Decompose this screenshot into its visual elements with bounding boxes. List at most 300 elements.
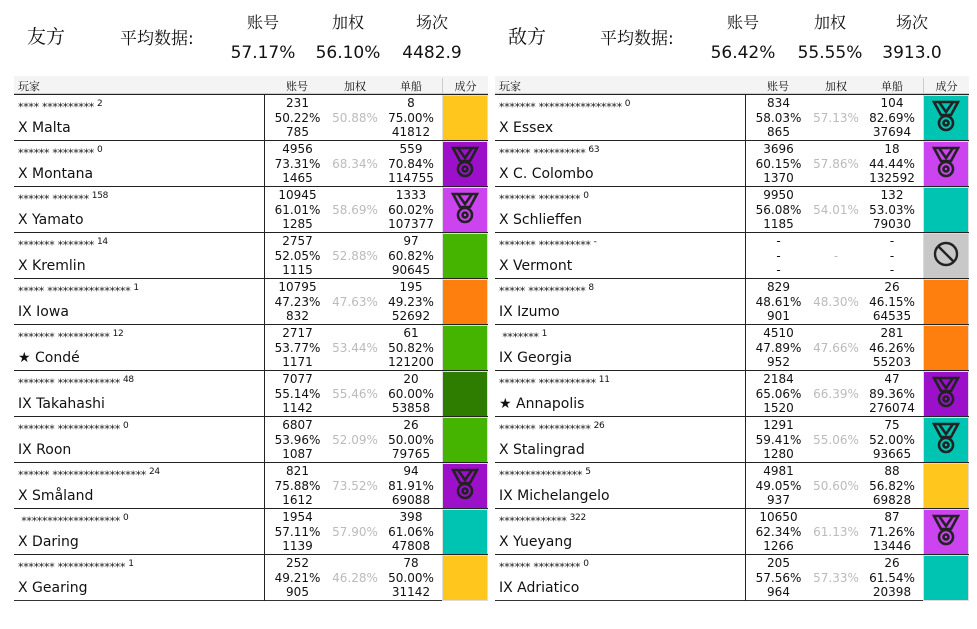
medal-icon xyxy=(931,145,961,183)
ship-avg-damage: 13446 xyxy=(872,539,912,553)
player-masked-name: ******* xyxy=(499,330,539,344)
ship-stats xyxy=(861,233,923,278)
player-masked-name: ****** ******** xyxy=(18,146,94,160)
ship-winrate: 82.69% xyxy=(869,110,915,125)
account-winrate: 56.08% xyxy=(755,202,802,217)
account-winrate: 75.88% xyxy=(274,478,321,493)
table-row[interactable] xyxy=(14,508,488,554)
weighted-winrate: 50.60% xyxy=(813,479,859,493)
stat-key: 加权 xyxy=(331,13,364,32)
friendly-title: 友方 xyxy=(27,26,66,48)
account-avg: 1370 xyxy=(763,171,794,185)
account-avg: 1266 xyxy=(763,539,794,553)
ship-battles: 281 xyxy=(880,326,904,340)
ship-name: X Småland xyxy=(18,488,94,504)
enemy-table xyxy=(495,76,969,601)
ship-avg-damage: 79030 xyxy=(872,217,912,231)
player-rank: 158 xyxy=(91,191,109,201)
player-name xyxy=(499,283,594,298)
ship-stats xyxy=(861,509,923,554)
composition-cell xyxy=(923,233,969,279)
account-battles: 10945 xyxy=(278,188,317,202)
player-rank: 0 xyxy=(583,191,589,201)
ship-stats xyxy=(861,279,923,324)
account-winrate: 52.05% xyxy=(274,248,321,263)
medal-icon xyxy=(450,467,480,505)
account-winrate: 65.06% xyxy=(755,386,802,401)
composition-cell xyxy=(923,187,969,233)
account-winrate: 57.11% xyxy=(274,524,321,539)
ship-name: X Daring xyxy=(18,534,79,550)
player-masked-name: ****** ****************** xyxy=(18,468,146,482)
composition-cell xyxy=(442,233,488,279)
ship-avg-damage: 69828 xyxy=(872,493,912,507)
medal-icon xyxy=(931,421,961,459)
ship-winrate: 61.06% xyxy=(388,524,434,539)
player-name xyxy=(18,191,108,206)
account-avg: 1115 xyxy=(282,263,313,277)
table-row[interactable] xyxy=(495,140,969,186)
account-stats xyxy=(745,187,811,233)
player-masked-name: **************** xyxy=(499,468,583,482)
player-masked-name: ******* **************** xyxy=(499,100,622,114)
ship-avg-damage: 20398 xyxy=(872,585,912,599)
ship-avg-damage: 41812 xyxy=(391,125,431,139)
ship-stats xyxy=(380,509,442,554)
table-row[interactable] xyxy=(14,370,488,416)
player-name xyxy=(18,467,160,482)
weighted-winrate: 66.39% xyxy=(813,387,859,401)
account-stats xyxy=(745,233,811,279)
account-avg: 1139 xyxy=(282,539,313,553)
player-masked-name: ******* ******** xyxy=(499,192,581,206)
player-name xyxy=(499,329,547,344)
player-rank: 2 xyxy=(97,99,103,109)
account-avg: 785 xyxy=(286,125,309,139)
account-winrate: 57.56% xyxy=(755,570,802,585)
composition-cell xyxy=(923,95,969,141)
ship-avg-damage: - xyxy=(889,263,895,277)
table-row[interactable] xyxy=(14,94,488,140)
table-row[interactable] xyxy=(14,462,488,508)
header-weighted[interactable]: 加权 xyxy=(344,80,366,93)
account-winrate: 49.05% xyxy=(755,478,802,493)
ship-name: IX Adriatico xyxy=(499,580,580,596)
ship-stats xyxy=(861,463,923,508)
player-rank: 0 xyxy=(123,421,129,431)
composition-cell xyxy=(442,141,488,187)
header-player[interactable]: 玩家 xyxy=(499,80,521,93)
account-winrate: 60.15% xyxy=(755,156,802,171)
composition-cell xyxy=(442,463,488,509)
ship-stats xyxy=(380,417,442,462)
account-battles: - xyxy=(776,234,781,248)
ship-name: X Gearing xyxy=(18,580,88,596)
ship-winrate: 75.00% xyxy=(388,110,434,125)
ship-name: X C. Colombo xyxy=(499,166,594,182)
table-row[interactable] xyxy=(14,140,488,186)
account-avg: 832 xyxy=(286,309,309,323)
player-rank: 0 xyxy=(97,145,103,155)
account-battles: 1954 xyxy=(282,510,313,524)
player-name xyxy=(499,467,591,482)
table-row[interactable] xyxy=(495,508,969,554)
stat-key: 加权 xyxy=(813,13,846,32)
account-battles: 4981 xyxy=(763,464,794,478)
player-name xyxy=(18,421,128,436)
player-name xyxy=(18,375,134,390)
ship-name: ★ Annapolis xyxy=(499,396,585,412)
ship-battles: 87 xyxy=(884,510,900,524)
account-stats xyxy=(264,555,330,601)
player-masked-name: ****** ********* xyxy=(499,560,581,574)
ship-name: IX Izumo xyxy=(499,304,560,320)
ship-stats xyxy=(861,187,923,232)
composition-cell xyxy=(923,141,969,187)
account-stats xyxy=(264,417,330,463)
ship-avg-damage: 276074 xyxy=(869,401,915,415)
player-name xyxy=(18,283,139,298)
medal-icon xyxy=(450,145,480,183)
ship-battles: 132 xyxy=(880,188,904,202)
ship-avg-damage: 121200 xyxy=(388,355,434,369)
header-account[interactable]: 账号 xyxy=(767,80,789,93)
ship-stats xyxy=(380,187,442,232)
ship-name: X Yueyang xyxy=(499,534,573,550)
account-avg: 865 xyxy=(767,125,790,139)
ship-stats xyxy=(861,95,923,140)
header-comp[interactable]: 成分 xyxy=(442,78,488,94)
composition-cell xyxy=(442,509,488,555)
account-avg: 937 xyxy=(767,493,790,507)
weighted-winrate: 57.13% xyxy=(813,111,859,125)
ship-avg-damage: 64535 xyxy=(872,309,912,323)
table-header xyxy=(14,76,488,94)
account-avg: 905 xyxy=(286,585,309,599)
player-rank: 0 xyxy=(624,99,631,109)
player-masked-name: ******* ********** xyxy=(499,238,591,252)
player-masked-name: ************* xyxy=(499,514,567,528)
ship-stats xyxy=(380,95,442,140)
table-row[interactable] xyxy=(495,370,969,416)
enemy-avg-label: 平均数据: xyxy=(600,29,674,49)
stat-key: 账号 xyxy=(726,13,759,32)
account-stats xyxy=(264,141,330,187)
ship-winrate: 71.26% xyxy=(869,524,915,539)
ship-battles: 104 xyxy=(880,96,904,110)
composition-cell xyxy=(442,417,488,463)
player-name xyxy=(18,99,102,114)
header-comp[interactable]: 成分 xyxy=(923,78,969,94)
ship-stats xyxy=(380,325,442,370)
ship-winrate: 53.03% xyxy=(869,202,915,217)
player-masked-name: ******* *********** xyxy=(499,376,596,390)
ship-battles: 97 xyxy=(403,234,419,248)
ship-stats xyxy=(861,325,923,370)
stat-value: 55.55% xyxy=(797,43,863,63)
player-masked-name: ****** ********** xyxy=(499,146,586,160)
player-rank: 1 xyxy=(128,559,134,569)
account-avg: 1087 xyxy=(282,447,313,461)
table-row[interactable] xyxy=(14,554,488,600)
stat-key: 场次 xyxy=(415,13,448,32)
ship-battles: 398 xyxy=(399,510,423,524)
player-name xyxy=(18,145,102,160)
ship-winrate: 50.82% xyxy=(388,340,434,355)
player-rank: 24 xyxy=(149,467,160,477)
ship-winrate: 56.82% xyxy=(869,478,915,493)
composition-cell xyxy=(442,325,488,371)
ship-battles: 94 xyxy=(403,464,419,478)
table-row[interactable] xyxy=(495,416,969,462)
account-stats xyxy=(264,371,330,417)
ship-winrate: 50.00% xyxy=(388,570,434,585)
table-row[interactable] xyxy=(14,416,488,462)
ship-name: X Montana xyxy=(18,166,94,182)
table-row[interactable] xyxy=(495,232,969,278)
account-avg: 1520 xyxy=(763,401,794,415)
ship-battles: 61 xyxy=(403,326,419,340)
weighted-winrate: 73.52% xyxy=(332,479,378,493)
player-masked-name: ***** **************** xyxy=(18,284,131,298)
ship-avg-damage: 53858 xyxy=(391,401,431,415)
ship-winrate: 46.26% xyxy=(869,340,915,355)
account-battles: 2717 xyxy=(282,326,313,340)
account-stats xyxy=(264,325,330,371)
ship-winrate: 81.91% xyxy=(388,478,434,493)
ship-battles: 195 xyxy=(399,280,423,294)
medal-icon xyxy=(931,513,961,551)
table-row[interactable] xyxy=(495,462,969,508)
header-ship[interactable]: 单船 xyxy=(400,80,422,93)
stat-key: 账号 xyxy=(246,13,279,32)
ship-avg-damage: 79765 xyxy=(391,447,431,461)
ship-battles: 1333 xyxy=(395,188,427,202)
account-winrate: 55.14% xyxy=(274,386,321,401)
account-stats xyxy=(745,417,811,463)
table-row[interactable] xyxy=(495,94,969,140)
account-winrate: 53.77% xyxy=(274,340,321,355)
weighted-winrate: 68.34% xyxy=(332,157,378,171)
ship-name: X Kremlin xyxy=(18,258,86,274)
header-ship[interactable]: 单船 xyxy=(881,80,903,93)
account-battles: 3696 xyxy=(763,142,794,156)
weighted-winrate: 61.13% xyxy=(813,525,859,539)
ship-avg-damage: 132592 xyxy=(869,171,915,185)
player-rank: 0 xyxy=(583,559,589,569)
account-stats xyxy=(745,325,811,371)
ship-battles: 78 xyxy=(403,556,419,570)
stat-value: 57.17% xyxy=(230,43,296,63)
account-battles: 4956 xyxy=(282,142,313,156)
weighted-winrate: 54.01% xyxy=(813,203,859,217)
table-row[interactable] xyxy=(14,232,488,278)
player-masked-name: ******************* xyxy=(18,514,120,528)
ship-stats xyxy=(380,463,442,508)
ship-battles: - xyxy=(889,234,895,248)
stat-value: 4482.9 xyxy=(402,43,462,63)
account-avg: 1612 xyxy=(282,493,313,507)
friendly-table xyxy=(14,76,488,601)
header-weighted[interactable]: 加权 xyxy=(825,80,847,93)
account-winrate: - xyxy=(776,248,781,263)
player-masked-name: ******* ********** xyxy=(18,330,110,344)
player-name xyxy=(499,559,589,574)
ship-stats xyxy=(380,141,442,186)
account-stats xyxy=(745,509,811,555)
ship-name: IX Georgia xyxy=(499,350,573,366)
ship-name: X Yamato xyxy=(18,212,84,228)
player-masked-name: ******* ************ xyxy=(18,376,120,390)
account-stats xyxy=(745,141,811,187)
ship-winrate: 46.15% xyxy=(869,294,915,309)
account-battles: 7077 xyxy=(282,372,313,386)
player-name xyxy=(499,145,599,160)
account-battles: 231 xyxy=(286,96,309,110)
header-account[interactable]: 账号 xyxy=(286,80,308,93)
composition-cell xyxy=(923,371,969,417)
account-winrate: 61.01% xyxy=(274,202,321,217)
ship-winrate: 60.82% xyxy=(388,248,434,263)
account-battles: 1291 xyxy=(763,418,794,432)
account-winrate: 49.21% xyxy=(274,570,321,585)
ship-stats xyxy=(861,141,923,186)
ship-stats xyxy=(380,371,442,416)
ship-stats xyxy=(380,233,442,278)
account-winrate: 59.41% xyxy=(755,432,802,447)
account-stats xyxy=(264,509,330,555)
player-rank: 0 xyxy=(123,513,129,523)
ship-name: X Schlieffen xyxy=(499,212,583,228)
table-row[interactable] xyxy=(14,324,488,370)
player-rank: 11 xyxy=(598,375,610,385)
stat-key: 场次 xyxy=(895,13,928,32)
friendly-avg-label: 平均数据: xyxy=(120,29,194,49)
ship-winrate: 52.00% xyxy=(869,432,915,447)
table-row[interactable] xyxy=(495,278,969,324)
ship-name: X Essex xyxy=(499,120,554,136)
account-avg: 901 xyxy=(767,309,790,323)
medal-icon xyxy=(450,191,480,229)
table-row[interactable] xyxy=(495,324,969,370)
composition-cell xyxy=(923,279,969,325)
ship-battles: 18 xyxy=(884,142,900,156)
ship-winrate: 50.00% xyxy=(388,432,434,447)
composition-cell xyxy=(923,325,969,371)
account-battles: 10795 xyxy=(278,280,317,294)
ship-name: IX Takahashi xyxy=(18,396,105,412)
table-row[interactable] xyxy=(495,186,969,232)
account-battles: 205 xyxy=(767,556,790,570)
account-battles: 2184 xyxy=(763,372,794,386)
table-row[interactable] xyxy=(14,186,488,232)
weighted-winrate: 46.28% xyxy=(332,571,378,585)
medal-icon xyxy=(931,99,961,137)
account-winrate: 47.89% xyxy=(755,340,802,355)
player-rank: 8 xyxy=(588,283,594,293)
composition-cell xyxy=(923,509,969,555)
ship-stats xyxy=(861,555,923,600)
account-stats xyxy=(264,95,330,141)
ship-avg-damage: 107377 xyxy=(388,217,434,231)
account-stats xyxy=(264,187,330,233)
stat-value: 56.10% xyxy=(315,43,381,63)
player-rank: 26 xyxy=(593,421,605,431)
player-name xyxy=(499,421,604,436)
ban-icon xyxy=(931,239,961,273)
ship-battles: 26 xyxy=(403,418,419,432)
composition-cell xyxy=(442,95,488,141)
account-avg: 964 xyxy=(767,585,790,599)
account-stats xyxy=(745,279,811,325)
table-row[interactable] xyxy=(495,554,969,600)
ship-avg-damage: 55203 xyxy=(872,355,912,369)
account-winrate: 47.23% xyxy=(274,294,321,309)
player-rank: 12 xyxy=(112,329,124,339)
ship-avg-damage: 90645 xyxy=(391,263,431,277)
player-name xyxy=(18,237,108,252)
ship-stats xyxy=(861,417,923,462)
ship-winrate: - xyxy=(889,248,895,263)
ship-avg-damage: 31142 xyxy=(391,585,431,599)
player-name xyxy=(499,237,597,252)
player-name xyxy=(18,513,128,528)
table-row[interactable] xyxy=(14,278,488,324)
account-winrate: 73.31% xyxy=(274,156,321,171)
header-player[interactable]: 玩家 xyxy=(18,80,40,93)
account-avg: 952 xyxy=(767,355,790,369)
account-battles: 252 xyxy=(286,556,309,570)
composition-cell xyxy=(442,187,488,233)
ship-name: IX Iowa xyxy=(18,304,69,320)
ship-battles: 8 xyxy=(407,96,415,110)
player-rank: 5 xyxy=(585,467,591,477)
ship-battles: 75 xyxy=(884,418,900,432)
weighted-winrate: 55.46% xyxy=(332,387,378,401)
ship-winrate: 60.00% xyxy=(388,386,434,401)
composition-cell xyxy=(442,555,488,601)
player-masked-name: ******* ********** xyxy=(499,422,591,436)
player-name xyxy=(499,99,630,114)
player-masked-name: ******* ************* xyxy=(18,560,126,574)
player-masked-name: **** ********** xyxy=(18,100,94,114)
ship-name: X Vermont xyxy=(499,258,573,274)
ship-avg-damage: 37694 xyxy=(872,125,912,139)
ship-name: X Stalingrad xyxy=(499,442,585,458)
account-winrate: 58.03% xyxy=(755,110,802,125)
player-masked-name: ******* ************ xyxy=(18,422,120,436)
ship-winrate: 44.44% xyxy=(869,156,915,171)
player-rank: 63 xyxy=(588,145,600,155)
stat-value: 56.42% xyxy=(710,43,776,63)
weighted-winrate: 57.90% xyxy=(332,525,378,539)
ship-winrate: 89.36% xyxy=(869,386,915,401)
player-rank: 48 xyxy=(123,375,134,385)
weighted-winrate: 53.44% xyxy=(332,341,378,355)
weighted-winrate: 57.86% xyxy=(813,157,859,171)
stat-value: 3913.0 xyxy=(882,43,942,63)
account-battles: 834 xyxy=(767,96,790,110)
weighted-winrate: - xyxy=(833,249,839,263)
player-rank: - xyxy=(593,237,597,247)
ship-name: IX Roon xyxy=(18,442,72,458)
account-stats xyxy=(264,279,330,325)
player-rank: 1 xyxy=(133,283,139,293)
account-avg: 1142 xyxy=(282,401,313,415)
ship-battles: 88 xyxy=(884,464,900,478)
composition-cell xyxy=(923,417,969,463)
player-masked-name: ***** *********** xyxy=(499,284,586,298)
